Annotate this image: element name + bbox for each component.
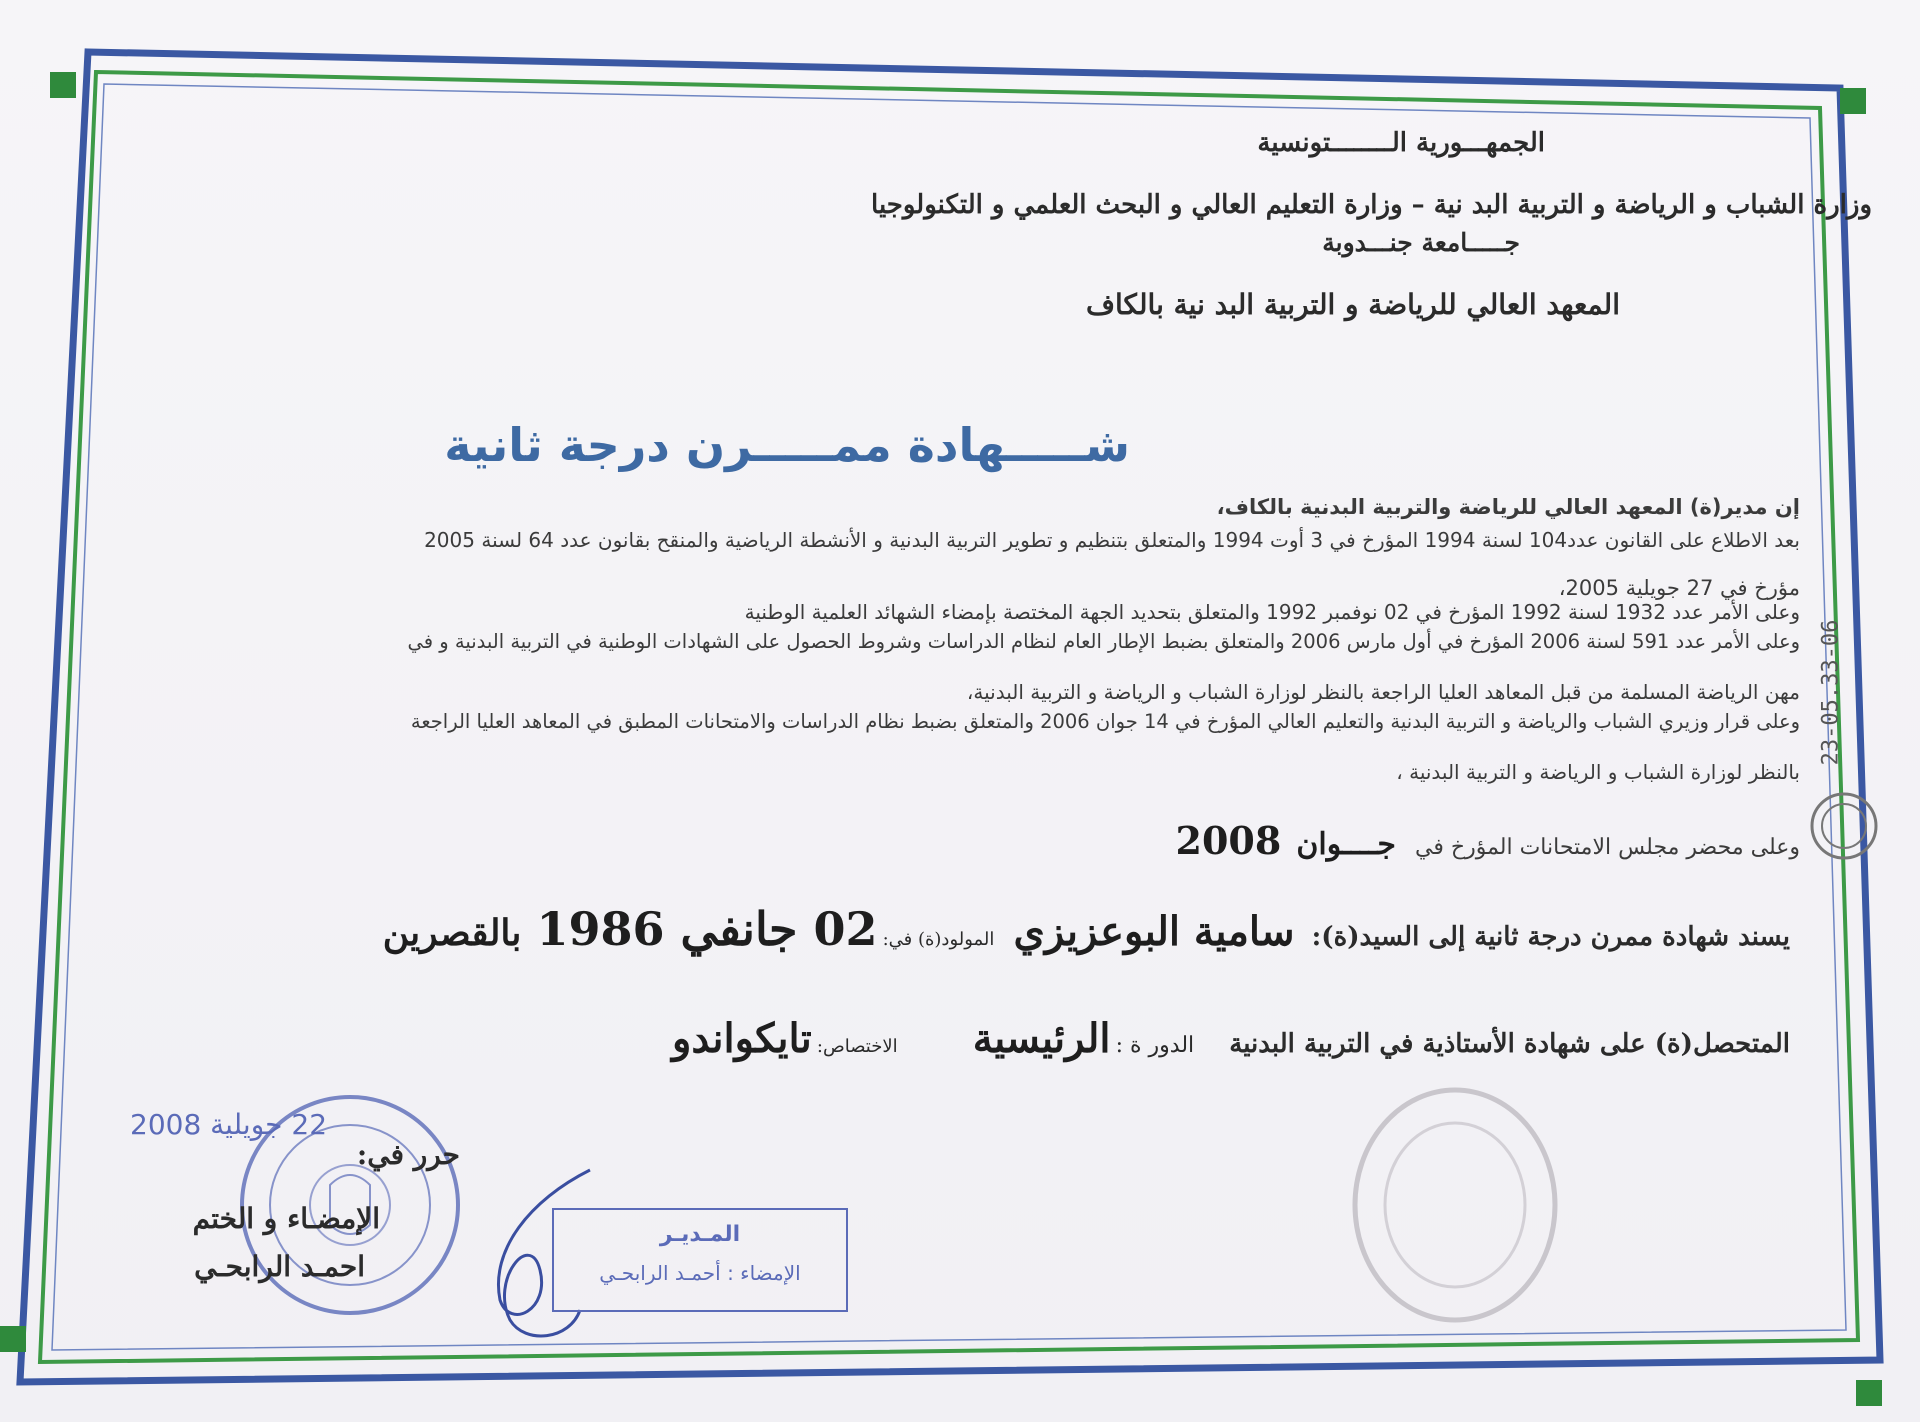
director-stamp: [552, 1208, 848, 1312]
preamble-line: وعلى قرار وزيري الشباب والرياضة و التربية البدنية والتعليم العالي المؤرخ في 14 جوان 2006 والمتعلق بضبط نظام الدراسات والامتحانات المطبق في المعاهد العليا الراجعة: [410, 710, 1800, 733]
serial-number: 23-05.33-06: [1818, 619, 1844, 766]
preamble-line: مؤرخ في 27 جويلية 2005،: [1558, 576, 1800, 600]
award-prefix: يسند شهادة ممرن درجة ثانية إلى السيد(ة):: [1311, 922, 1790, 952]
corner-ornament-top-left: [50, 72, 76, 98]
birthplace: بالقصرين: [382, 912, 522, 954]
session-label: الدور ة :: [1115, 1033, 1195, 1058]
preamble-line: وعلى الأمر عدد 591 لسنة 2006 المؤرخ في أول مارس 2006 والمتعلق بضبط الإطار العام لنظام الدراسات وشروط الحصول على الشهادات الوطنية في التربية البدنية و في: [407, 630, 1800, 653]
holder-text: المتحصل(ة) على شهادة الأستاذية في التربية البدنية: [1229, 1029, 1790, 1059]
session-value: الرئيسية: [972, 1015, 1111, 1062]
corner-ornament-bottom-left: [0, 1326, 26, 1352]
recipient-name: سامية البوعزيزي: [1013, 908, 1295, 955]
born-label: المولود(ة) في:: [882, 929, 995, 950]
certificate-title: شـــــهادة ممـــــرن درجة ثانية: [444, 418, 1130, 472]
preamble-line: مهن الرياضة المسلمة من قبل المعاهد العليا الراجعة بالنظر لوزارة الشباب و الرياضة و التربية البدنية،: [966, 680, 1800, 704]
ministries-header: وزارة الشباب و الرياضة و التربية البد نية – وزارة التعليم العالي و البحث العلمي و التكنولوجيا: [871, 190, 1872, 220]
specialty-label: الاختصاص:: [816, 1036, 898, 1057]
corner-ornament-top-right: [1840, 88, 1866, 114]
exam-line-prefix: وعلى محضر مجلس الامتحانات المؤرخ في: [1415, 835, 1800, 860]
signer-name: احمـد الرابحـي: [194, 1250, 365, 1283]
issued-label: حرر في:: [356, 1138, 460, 1171]
preamble-line: وعلى الأمر عدد 1932 لسنة 1992 المؤرخ في 02 نوفمبر 1992 والمتعلق بتحديد الجهة المختصة بإمضاء الشهائد العلمية الوطنية: [744, 600, 1800, 624]
preamble-line: بالنظر لوزارة الشباب و الرياضة و التربية البدنية ،: [1396, 760, 1800, 784]
university-header: جـــــامعة جنـــدوبة: [1322, 228, 1520, 257]
embossed-seal: [1340, 1075, 1570, 1335]
republic-header: الجمهـــورية الــــــــتونسية: [1257, 128, 1545, 158]
award-line: [383, 902, 1790, 956]
exam-month: جــــوان: [1296, 827, 1396, 862]
preamble-line: بعد الاطلاع على القانون عدد104 لسنة 1994 المؤرخ في 3 أوت 1994 والمتعلق بتنظيم و تطوير التربية البدنية و الأنشطة الرياضية والمنقح بقانون عدد 64 لسنة 2005: [424, 528, 1800, 552]
stamp-signature-line: الإمضاء : أحمـد الرابحـي: [599, 1261, 801, 1285]
exam-line: [1176, 818, 1801, 863]
sign-label: الإمضـاء و الختم: [192, 1202, 380, 1235]
margin-mark: [1808, 790, 1880, 862]
corner-ornament-bottom-right: [1856, 1380, 1882, 1406]
preamble-line: إن مدير(ة) المعهد العالي للرياضة والتربية البدنية بالكاف،: [1216, 495, 1800, 519]
institute-header: المعهد العالي للرياضة و التربية البد نية بالكاف: [1086, 288, 1620, 321]
details-line: [672, 1015, 1790, 1062]
birth-date: 02 جانفي 1986: [536, 902, 878, 956]
stamp-title: المـديـر: [659, 1222, 741, 1247]
issued-date: 22 جويلية 2008: [130, 1108, 328, 1141]
specialty-value: تايكواندو: [672, 1015, 812, 1062]
exam-year: 2008: [1175, 818, 1282, 863]
